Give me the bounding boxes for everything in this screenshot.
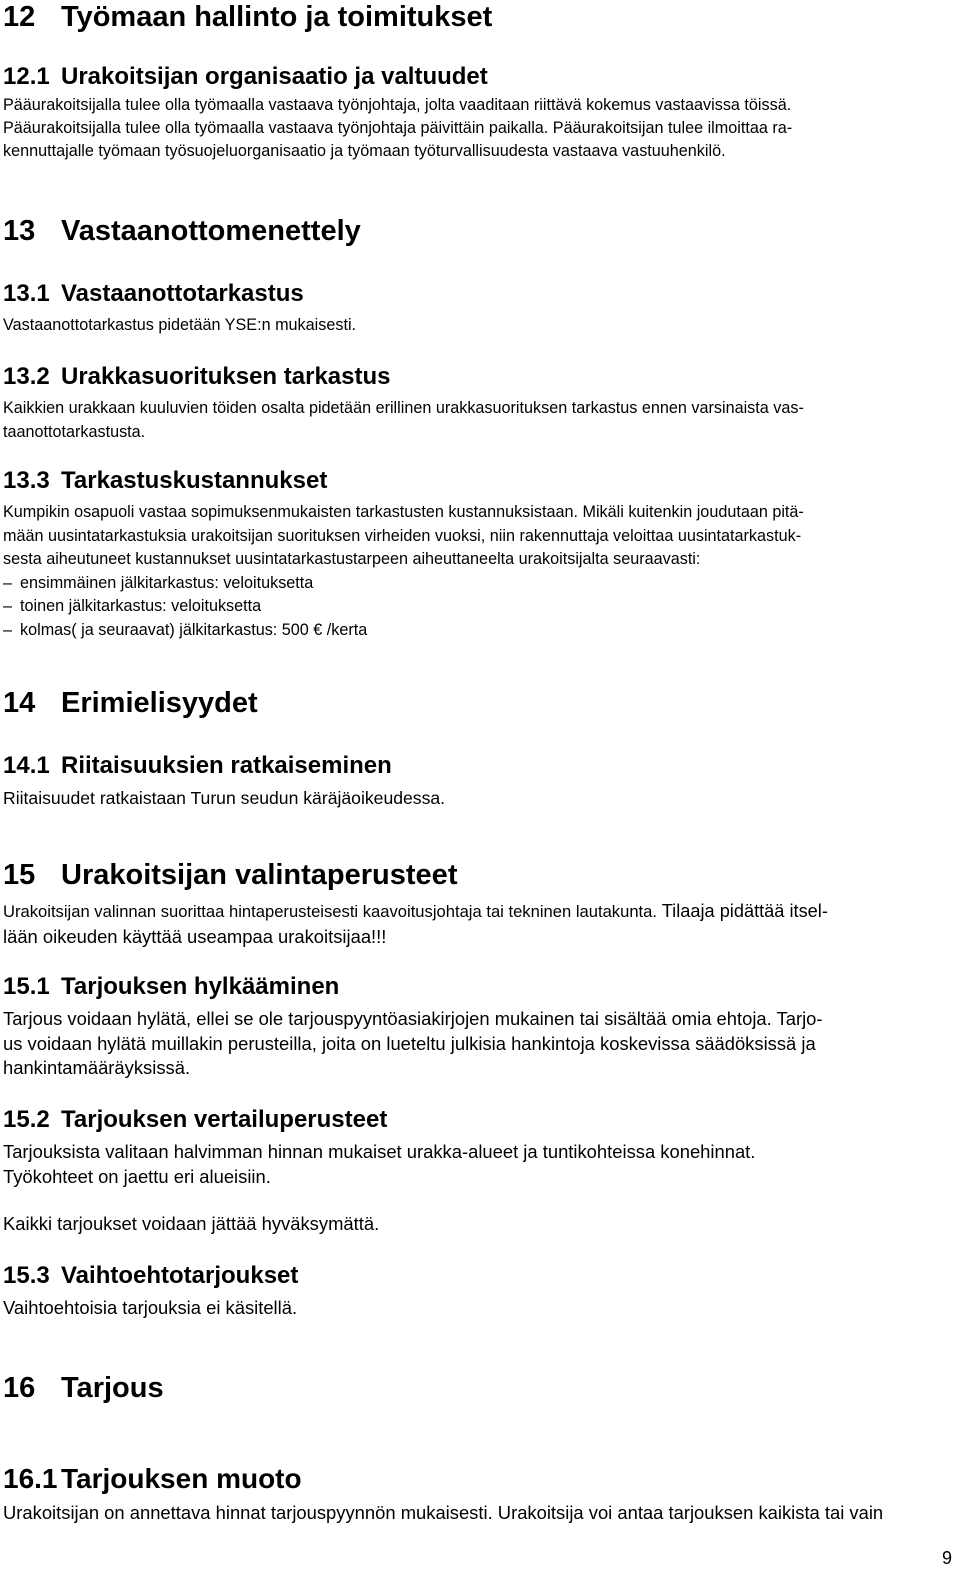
section-title: Urakoitsijan valintaperusteet <box>61 859 458 891</box>
paragraph-line: Kaikki tarjoukset voidaan jättää hyväksymättä. <box>3 1213 380 1234</box>
list-item: – kolmas( ja seuraavat) jälkitarkastus: 500 € /kerta <box>3 619 943 643</box>
paragraph-line: Vaihtoehtoisia tarjouksia ei käsitellä. <box>3 1297 298 1318</box>
paragraph-line: Työkohteet on jaettu eri alueisiin. <box>3 1165 271 1187</box>
section-14-1-heading <box>3 753 943 779</box>
section-14-heading <box>3 688 943 718</box>
section-13-1-heading <box>3 281 943 307</box>
intro-text: Urakoitsijan valinnan suorittaa hintaperusteisesti kaavoitusjohtaja tai tekninen lautakunta. <box>3 902 658 921</box>
subsection-title: Riitaisuuksien ratkaiseminen <box>61 752 392 779</box>
section-title: Tarjous <box>61 1372 164 1404</box>
section-15-heading <box>3 860 943 890</box>
section-16-1-heading <box>3 1464 943 1494</box>
section-13-heading <box>3 216 943 246</box>
section-number: 15 <box>3 859 36 891</box>
section-12-heading <box>3 2 943 32</box>
section-12-1-body <box>3 94 943 164</box>
section-number: 14 <box>3 687 36 719</box>
section-13-2-body <box>3 397 943 444</box>
subsection-number: 13.1 <box>3 280 50 307</box>
page-number: 9 <box>941 1548 952 1568</box>
section-16-heading <box>3 1373 943 1403</box>
subsection-title: Urakkasuorituksen tarkastus <box>61 363 391 390</box>
section-12-1-heading <box>3 64 943 90</box>
intro-emphasis: Tilaaja pidättää itsel- <box>657 901 828 921</box>
subsection-number: 13.2 <box>3 363 50 390</box>
paragraph-line: Urakoitsijan on annettava hinnat tarjouspyynnön mukaisesti. Urakoitsija voi antaa tarjouksen kaikista tai vain <box>3 1502 884 1523</box>
paragraph-line: Pääurakoitsijalla tulee olla työmaalla vastaava työnjohtaja päivittäin paikalla. Pääurakoitsijan tulee ilmoittaa ra- <box>3 118 793 137</box>
paragraph-line: Kaikkien urakkaan kuuluvien töiden osalta pidetään erillinen urakkasuorituksen tarkastus ennen varsinaista vas- <box>3 399 804 417</box>
subsection-title: Tarkastuskustannukset <box>61 467 328 494</box>
subsection-number: 15.1 <box>3 973 50 1000</box>
section-15-3-body <box>3 1296 943 1321</box>
paragraph-line: kennuttajalle työmaan työsuojeluorganisaatio ja työmaan työturvallisuudesta vastaava vastuuhenkilö. <box>3 142 726 160</box>
subsection-title: Tarjouksen hylkääminen <box>61 973 340 1000</box>
section-number: 12 <box>3 1 36 33</box>
subsection-number: 12.1 <box>3 63 50 90</box>
paragraph-line: Tarjouksista valitaan halvimman hinnan mukaiset urakka-alueet ja tuntikohteissa konehinnat. <box>3 1141 756 1162</box>
section-15-1-body <box>3 1007 943 1081</box>
section-15-2-body <box>3 1140 943 1237</box>
section-15-intro <box>3 899 943 949</box>
subsection-title: Tarjouksen muoto <box>61 1463 302 1494</box>
section-title: Työmaan hallinto ja toimitukset <box>61 1 493 33</box>
section-title: Erimielisyydet <box>61 687 258 719</box>
section-13-3-heading <box>3 468 943 494</box>
section-15-2-heading <box>3 1107 943 1133</box>
paragraph-line: mään uusintatarkastuksia urakoitsijan suorituksen virheiden vuoksi, niin rakennuttaja veloittaa uusintatarkastuk- <box>3 526 802 545</box>
list-item: – ensimmäinen jälkitarkastus: veloituksetta <box>3 572 943 596</box>
section-15-1-heading <box>3 974 943 1000</box>
section-16-1-body <box>3 1501 943 1526</box>
section-14-1-body <box>3 786 943 811</box>
fee-list <box>3 572 943 643</box>
paragraph-line: Vastaanottotarkastus pidetään YSE:n mukaisesti. <box>3 316 357 334</box>
section-number: 16 <box>3 1372 36 1404</box>
section-title: Vastaanottomenettely <box>61 215 361 247</box>
paragraph-line: hankintamääräyksissä. <box>3 1057 191 1078</box>
paragraph-line: sesta aiheutuneet kustannukset uusintatarkastustarpeen aiheuttaneelta urakoitsijalta seuraavasti: <box>3 550 701 568</box>
subsection-number: 13.3 <box>3 467 50 494</box>
section-15-3-heading <box>3 1263 943 1289</box>
subsection-number: 15.3 <box>3 1262 50 1289</box>
list-item: – toinen jälkitarkastus: veloituksetta <box>3 595 943 619</box>
section-13-1-body <box>3 314 943 338</box>
subsection-number: 14.1 <box>3 752 50 779</box>
subsection-number: 15.2 <box>3 1106 50 1133</box>
subsection-title: Urakoitsijan organisaatio ja valtuudet <box>61 63 488 90</box>
subsection-title: Vaihtoehtotarjoukset <box>61 1262 299 1289</box>
section-13-2-heading <box>3 364 943 390</box>
intro-emphasis-line: lään oikeuden käyttää useampaa urakoitsijaa!!! <box>3 925 387 947</box>
paragraph-line: us voidaan hylätä muillakin perusteilla, joita on lueteltu julkisia hankintoja koskevissa säädöksissä ja <box>3 1032 816 1054</box>
paragraph-line: Kumpikin osapuoli vastaa sopimuksenmukaisten tarkastusten kustannuksistaan. Mikäli kuitenkin joudutaan pitä- <box>3 503 804 521</box>
section-number: 13 <box>3 215 36 247</box>
paragraph-line: Tarjous voidaan hylätä, ellei se ole tarjouspyyntöasiakirjojen mukainen tai sisältää omia ehtoja. Tarjo- <box>3 1008 823 1029</box>
paragraph-line: Riitaisuudet ratkaistaan Turun seudun käräjäoikeudessa. <box>3 788 446 808</box>
subsection-title: Tarjouksen vertailuperusteet <box>61 1106 388 1133</box>
section-13-3-body <box>3 501 943 642</box>
subsection-number: 16.1 <box>3 1463 58 1494</box>
paragraph-line: Pääurakoitsijalla tulee olla työmaalla vastaava työnjohtaja, jolta vaaditaan riittävä kokemus vastaavissa töissä. <box>3 96 792 114</box>
paragraph-line: taanottotarkastusta. <box>3 422 146 441</box>
subsection-title: Vastaanottotarkastus <box>61 280 304 307</box>
